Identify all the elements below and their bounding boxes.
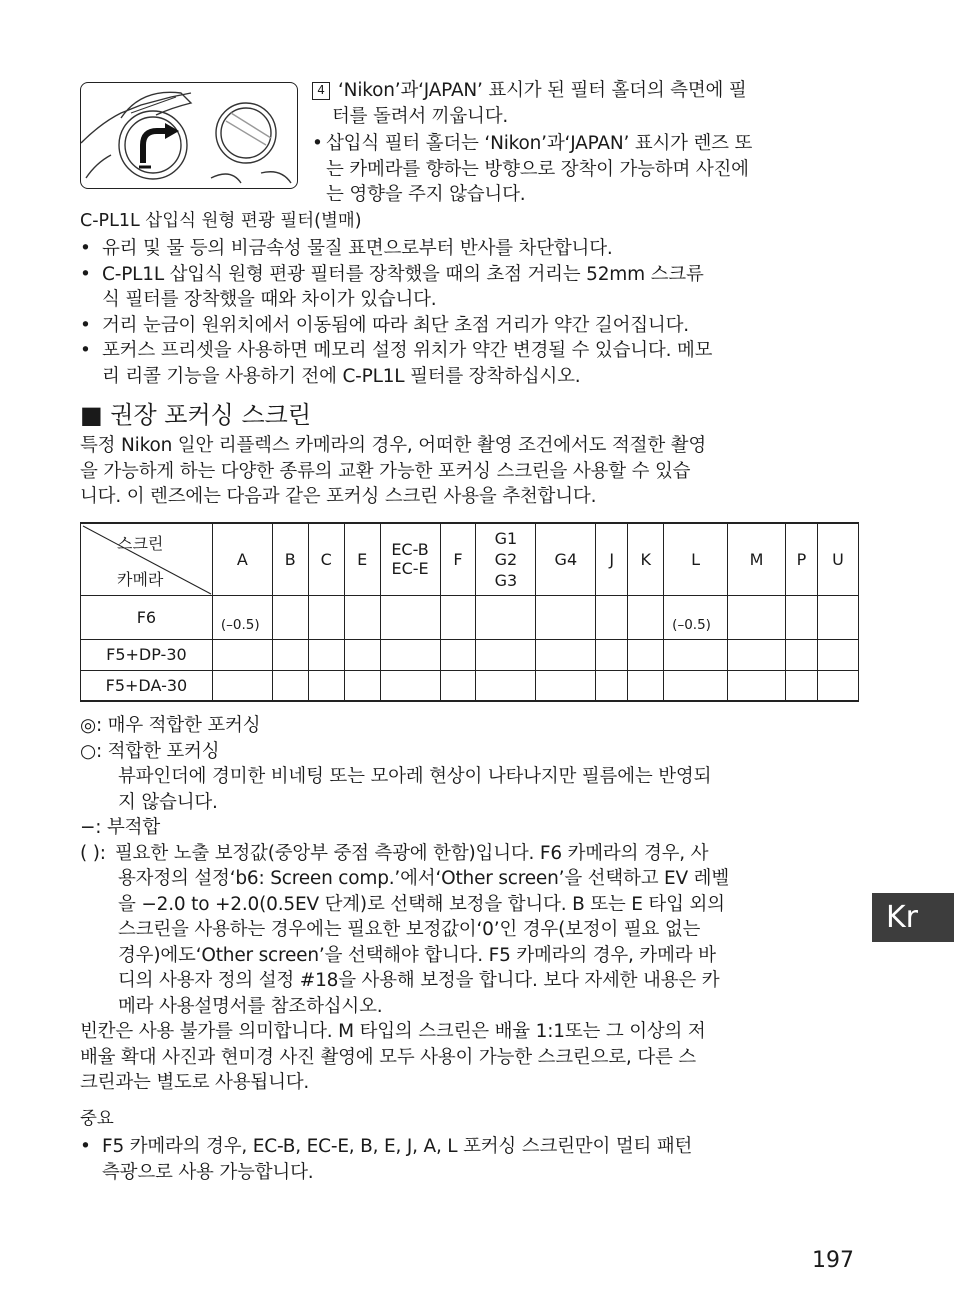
column-header-line: G3 <box>494 570 518 590</box>
step-4-note <box>312 131 752 208</box>
column-header: M <box>728 523 786 595</box>
table-cell <box>308 670 344 701</box>
focusing-screen-table <box>80 522 859 702</box>
legend-suitable-note <box>80 764 870 815</box>
table-cell <box>380 639 440 670</box>
table-cell <box>212 639 272 670</box>
column-header: G4 <box>536 523 596 595</box>
legend-very-suitable: ◎: 매우 적합한 포커싱 <box>80 715 261 736</box>
table-cell <box>596 595 628 639</box>
paren-line: 용자정의 설정‘b6: Screen comp.’에서‘Other screen’을 선택하고 EV 레벨 <box>118 868 730 889</box>
column-header: L <box>664 523 728 595</box>
column-header: K <box>628 523 664 595</box>
table-cell <box>728 639 786 670</box>
table-cell <box>476 670 536 701</box>
column-header-line: EC-E <box>391 559 429 579</box>
blank-line: 배율 확대 사진과 현미경 사진 촬영에 모두 사용이 가능한 스크린으로, 다른 스 <box>80 1046 696 1068</box>
exposure-note: (–0.5) <box>672 617 711 633</box>
list-item-line: 측광으로 사용 가능합니다. <box>102 1161 314 1183</box>
column-header: U <box>817 523 858 595</box>
table-row <box>81 639 859 670</box>
list-item-line: • C-PL1L 삽입식 원형 편광 필터를 장착했을 때의 초점 거리는 52mm 스크류 <box>102 263 704 285</box>
table-cell <box>817 670 858 701</box>
step-4-note-line: • 삽입식 필터 홀더는 ‘Nikon’과‘JAPAN’ 표시가 렌즈 또 <box>326 133 753 154</box>
table-cell <box>476 639 536 670</box>
filter-holder-illustration <box>80 82 298 189</box>
corner-camera-label: 카메라 <box>117 570 164 589</box>
corner-screen-label: 스크린 <box>117 534 164 553</box>
column-header-line: G1 <box>494 528 518 548</box>
intro-line: 니다. 이 렌즈에는 다음과 같은 포커싱 스크린 사용을 추천합니다. <box>80 486 597 507</box>
filter-section-bullets <box>80 236 870 389</box>
paren-line: 메라 사용설명서를 참조하십시오. <box>118 995 383 1017</box>
filter-section-title: C-PL1L 삽입식 원형 편광 필터(별매) <box>80 211 362 231</box>
step-4-note-line: 는 영향을 주지 않습니다. <box>326 184 526 205</box>
blank-line: 크린과는 별도로 사용됩니다. <box>80 1072 310 1093</box>
column-header: E <box>344 523 380 595</box>
paren-line: 디의 사용자 정의 설정 #18을 사용해 보정을 합니다. 보다 자세한 내용은 카 <box>118 970 720 991</box>
table-cell <box>664 670 728 701</box>
paren-text <box>80 841 870 1020</box>
table-cell <box>786 639 818 670</box>
table-cell <box>536 670 596 701</box>
column-header: F <box>440 523 476 595</box>
table-cell <box>628 639 664 670</box>
table-cell <box>344 670 380 701</box>
paren-line: 스크린을 사용하는 경우에는 필요한 보정값이‘0’인 경우(보정이 필요 없는 <box>118 919 701 940</box>
list-item <box>80 236 870 262</box>
table-cell <box>440 670 476 701</box>
table-row <box>81 670 859 701</box>
column-header: C <box>308 523 344 595</box>
table-cell <box>308 639 344 670</box>
column-header-line: G2 <box>494 549 518 569</box>
screen-section-title: ■ 권장 포커싱 스크린 <box>80 401 312 429</box>
list-item <box>80 313 870 339</box>
table-cell <box>628 595 664 639</box>
blank-note <box>80 1019 870 1096</box>
list-item <box>80 262 870 313</box>
table-corner-cell <box>81 523 213 595</box>
paren-line: 을 −2.0 to +2.0(0.5EV 단계)로 선택해 보정을 합니다. B 또는 E 타입 외의 <box>118 893 725 915</box>
table-cell <box>212 595 272 639</box>
exposure-note: (–0.5) <box>220 617 260 633</box>
table-cell <box>272 595 308 639</box>
legend-parentheses <box>80 841 870 1020</box>
table-cell <box>212 670 272 701</box>
step-4-note-line: 는 카메라를 향하는 방향으로 장착이 가능하며 사진에 <box>326 158 749 180</box>
important-note <box>80 1134 870 1185</box>
table-cell <box>440 639 476 670</box>
blank-line: 빈칸은 사용 불가를 의미합니다. M 타입의 스크린은 배율 1:1또는 그 이상의 저 <box>80 1021 706 1042</box>
table-cell <box>380 670 440 701</box>
legend-unsuitable: −: 부적합 <box>80 817 161 838</box>
row-camera: F5+DP-30 <box>81 639 213 670</box>
column-header <box>380 523 440 595</box>
table-cell <box>344 595 380 639</box>
column-header: B <box>272 523 308 595</box>
table-cell <box>536 639 596 670</box>
table-row <box>81 595 859 639</box>
row-camera: F5+DA-30 <box>81 670 213 701</box>
note-line: 뷰파인더에 경미한 비네팅 또는 모아레 현상이 나타나지만 필름에는 반영되 <box>118 766 712 787</box>
filter-insertion-drawing <box>81 83 298 189</box>
page-number: 197 <box>812 1248 854 1273</box>
table-cell <box>596 670 628 701</box>
column-header <box>476 523 536 595</box>
step-4-text-line-2: 터를 돌려서 끼웁니다. <box>332 105 509 127</box>
table-cell <box>272 670 308 701</box>
paren-line: 필요한 노출 보정값(중앙부 중점 측광에 한함)입니다. F6 카메라의 경우, 사 <box>115 842 709 864</box>
table-cell <box>476 595 536 639</box>
list-item-line: 리 리콜 기능을 사용하기 전에 C-PL1L 필터를 장착하십시오. <box>102 365 581 387</box>
table-cell <box>380 595 440 639</box>
important-title: 중요 <box>80 1109 114 1129</box>
table-cell <box>308 595 344 639</box>
list-item-line: 식 필터를 장착했을 때와 차이가 있습니다. <box>102 289 437 310</box>
column-header: A <box>212 523 272 595</box>
list-item <box>80 1134 870 1185</box>
table-cell <box>817 639 858 670</box>
table-cell <box>536 595 596 639</box>
legend-suitable: ○: 적합한 포커싱 <box>80 740 220 762</box>
paren-line: 경우)에도‘Other screen’을 선택해야 합니다. F5 카메라의 경우, 카메라 바 <box>118 944 716 966</box>
table-cell <box>440 595 476 639</box>
list-item-line: • 거리 눈금이 원위치에서 이동됨에 따라 최단 초점 거리가 약간 길어집니다. <box>102 314 689 336</box>
table-cell <box>728 595 786 639</box>
screen-section-intro <box>80 433 870 510</box>
list-item-line: • 포커스 프리셋을 사용하면 메모리 설정 위치가 약간 변경될 수 있습니다. 메모 <box>102 340 713 361</box>
legend <box>80 713 870 1096</box>
table-cell <box>344 639 380 670</box>
language-tab: Kr <box>872 893 954 942</box>
table-cell <box>272 639 308 670</box>
intro-line: 을 가능하게 하는 다양한 종류의 교환 가능한 포커싱 스크린을 사용할 수 있습 <box>80 460 691 482</box>
table-cell <box>664 595 728 639</box>
step-4 <box>312 78 752 208</box>
table-cell <box>786 670 818 701</box>
step-4-text-line-1: ‘Nikon’과‘JAPAN’ 표시가 된 필터 홀더의 측면에 필 <box>338 80 747 101</box>
table-cell <box>664 639 728 670</box>
table-cell <box>728 670 786 701</box>
column-header: J <box>596 523 628 595</box>
list-item-line: • 유리 및 물 등의 비금속성 물질 표면으로부터 반사를 차단합니다. <box>102 238 613 259</box>
list-item-line: • F5 카메라의 경우, EC-B, EC-E, B, E, J, A, L 포커싱 스크린만이 멀티 패턴 <box>102 1136 693 1157</box>
table-cell <box>817 595 858 639</box>
list-item <box>80 338 870 389</box>
table-cell <box>628 670 664 701</box>
column-header-line: EC-B <box>391 540 429 560</box>
paren-label: ( ): <box>80 842 106 864</box>
intro-line: 특정 Nikon 일안 리플렉스 카메라의 경우, 어떠한 촬영 조건에서도 적절한 촬영 <box>80 435 707 456</box>
table-cell <box>596 639 628 670</box>
table-cell <box>786 595 818 639</box>
column-header: P <box>786 523 818 595</box>
note-line: 지 않습니다. <box>118 791 218 813</box>
row-camera: F6 <box>81 595 213 639</box>
step-number-box: 4 <box>312 82 330 100</box>
